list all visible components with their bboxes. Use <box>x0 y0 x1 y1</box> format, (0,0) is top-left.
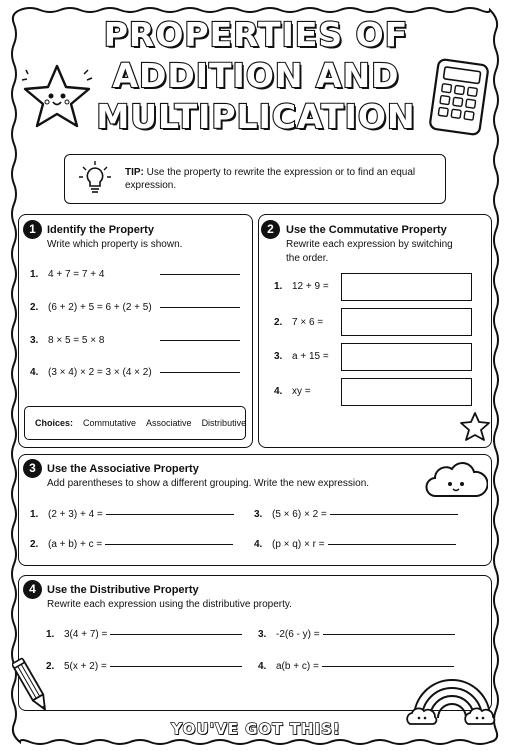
item-expression: xy = <box>292 386 311 397</box>
item-expression: (2 + 3) + 4 = <box>48 509 103 520</box>
item-expression: 12 + 9 = <box>292 281 329 292</box>
choices-label: Choices: <box>35 418 74 428</box>
section-1-item <box>30 367 240 378</box>
section-3-item <box>254 509 458 520</box>
item-number: 1. <box>30 269 39 280</box>
item-expression: 3(4 + 7) = <box>64 629 108 640</box>
item-expression: a(b + c) = <box>276 661 319 672</box>
item-number: 3. <box>274 351 283 362</box>
answer-box[interactable] <box>341 308 472 336</box>
star-face-icon <box>18 60 96 132</box>
answer-line[interactable] <box>322 666 454 667</box>
answer-line[interactable] <box>323 634 455 635</box>
calculator-icon <box>428 58 490 138</box>
item-expression: 4 + 7 = 7 + 4 <box>48 269 105 280</box>
item-number: 4. <box>274 386 283 397</box>
choice-associative: Associative <box>146 418 192 428</box>
section-3-badge: 3 <box>23 459 42 478</box>
item-number: 3. <box>30 335 39 346</box>
section-1-subtitle: Write which property is shown. <box>47 239 183 250</box>
tip-body: Use the property to rewrite the expression or to find an equal expression. <box>125 167 416 191</box>
item-number: 2. <box>274 317 283 328</box>
section-1-item <box>30 335 240 346</box>
section-4-subtitle: Rewrite each expression using the distributive property. <box>47 599 292 610</box>
item-expression: a + 15 = <box>292 351 329 362</box>
item-number: 1. <box>30 509 39 520</box>
lightbulb-icon <box>75 159 115 199</box>
item-number: 4. <box>254 539 263 550</box>
section-4-badge: 4 <box>23 580 42 599</box>
section-3-item <box>254 539 456 550</box>
answer-line[interactable] <box>330 514 458 515</box>
section-1-title: Identify the Property <box>47 224 154 236</box>
section-1-item <box>30 269 240 280</box>
item-number: 4. <box>258 661 267 672</box>
item-number: 1. <box>46 629 55 640</box>
answer-line[interactable] <box>110 666 242 667</box>
item-number: 4. <box>30 367 39 378</box>
item-expression: (5 × 6) × 2 = <box>272 509 327 520</box>
section-2-item <box>274 351 329 362</box>
item-number: 3. <box>258 629 267 640</box>
answer-box[interactable] <box>341 273 472 301</box>
section-1-item <box>30 302 240 313</box>
answer-line[interactable] <box>106 514 234 515</box>
section-4-title: Use the Distributive Property <box>47 584 199 596</box>
choice-distributive: Distributive <box>201 418 247 428</box>
section-3-item <box>30 509 234 520</box>
tip-box <box>64 154 446 204</box>
section-3-title: Use the Associative Property <box>47 463 199 475</box>
section-2-subtitle-line-2: the order. <box>286 253 329 264</box>
item-number: 2. <box>30 539 39 550</box>
section-4-item <box>46 661 242 672</box>
choice-commutative: Commutative <box>83 418 137 428</box>
cloud-face-icon <box>424 458 488 504</box>
section-2-title: Use the Commutative Property <box>286 224 447 236</box>
section-1-badge: 1 <box>23 220 42 239</box>
title-line-2: ADDITION AND <box>112 56 400 95</box>
title-line-1: PROPERTIES OF <box>103 15 409 54</box>
answer-line[interactable] <box>105 544 233 545</box>
choices-box <box>24 406 246 440</box>
item-number: 1. <box>274 281 283 292</box>
item-number: 2. <box>30 302 39 313</box>
item-expression: (p × q) × r = <box>272 539 325 550</box>
item-expression: (6 + 2) + 5 = 6 + (2 + 5) <box>48 302 152 313</box>
answer-line[interactable] <box>328 544 456 545</box>
item-expression: (a + b) + c = <box>48 539 103 550</box>
answer-box[interactable] <box>341 378 472 406</box>
section-2-item <box>274 386 311 397</box>
section-2-subtitle-line-1: Rewrite each expression by switching <box>286 239 453 250</box>
item-expression: 8 × 5 = 5 × 8 <box>48 335 105 346</box>
item-expression: (3 × 4) × 2 = 3 × (4 × 2) <box>48 367 152 378</box>
answer-line[interactable] <box>160 372 240 373</box>
item-number: 2. <box>46 661 55 672</box>
tip-text <box>125 166 445 192</box>
item-expression: 7 × 6 = <box>292 317 324 328</box>
title-line-3: MULTIPLICATION <box>96 97 416 136</box>
section-4-item <box>46 629 242 640</box>
item-expression: 5(x + 2) = <box>64 661 107 672</box>
section-2-item <box>274 317 323 328</box>
rainbow-icon <box>404 668 500 728</box>
answer-line[interactable] <box>160 274 240 275</box>
section-3-item <box>30 539 233 550</box>
answer-line[interactable] <box>160 340 240 341</box>
item-number: 3. <box>254 509 263 520</box>
answer-line[interactable] <box>110 634 242 635</box>
pencil-icon <box>12 655 52 719</box>
answer-box[interactable] <box>341 343 472 371</box>
answer-line[interactable] <box>160 307 240 308</box>
section-4-item <box>258 629 455 640</box>
item-expression: -2(6 - y) = <box>276 629 320 640</box>
footer-message: YOU'VE GOT THIS! <box>171 720 341 738</box>
small-star-icon <box>458 410 492 444</box>
section-2-item <box>274 281 329 292</box>
tip-label: TIP: <box>125 167 144 178</box>
section-3-subtitle: Add parentheses to show a different grouping. Write the new expression. <box>47 478 370 489</box>
section-2-badge: 2 <box>261 220 280 239</box>
